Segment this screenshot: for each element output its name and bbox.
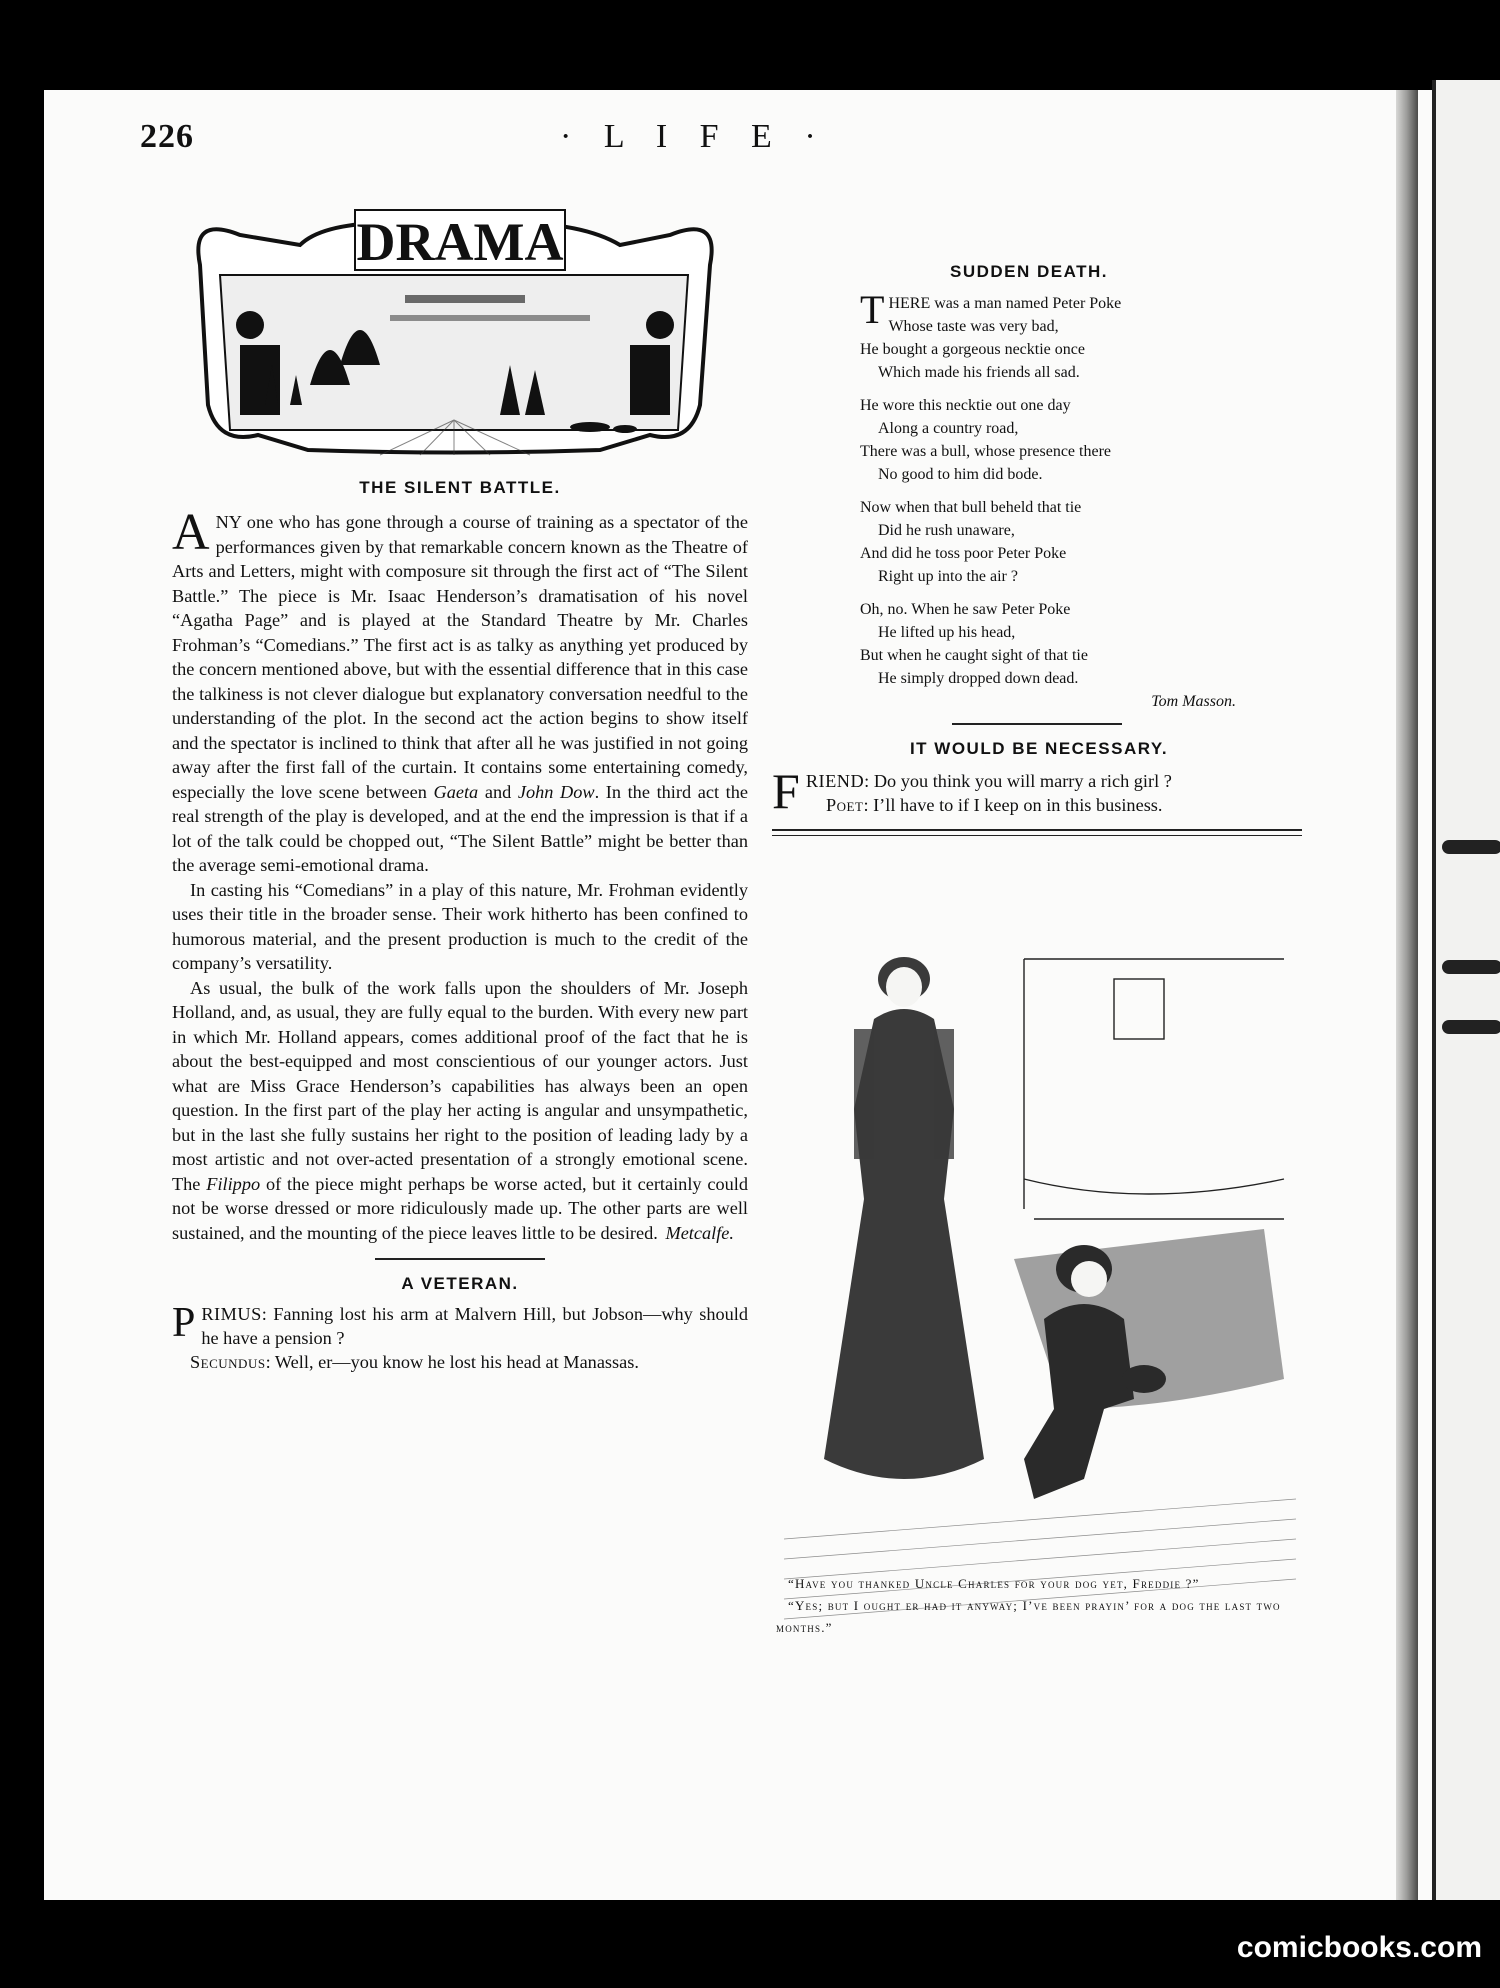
- character-name: John Dow: [517, 781, 595, 802]
- poem-line: But when he caught sight of that tie: [860, 647, 1088, 664]
- edge-mark: [1442, 960, 1500, 974]
- dialog-line: : I’ll have to if I keep on in this business.: [863, 795, 1163, 815]
- poem-line: He lifted up his head,: [878, 624, 1016, 641]
- section-heading-silent-battle: THE SILENT BATTLE.: [359, 478, 561, 497]
- paragraph-text: of the piece might perhaps be worse acted, but it certainly could not be worse dressed or more ridiculously made up. The other parts are well sustained, and the mounting of the piece leaves little to be desired.: [172, 1173, 749, 1243]
- edge-mark: [1442, 1020, 1500, 1034]
- drop-cap: T: [860, 287, 885, 332]
- article-paragraph: [172, 976, 748, 1246]
- veteran-dialog: [172, 1299, 748, 1350]
- paragraph-text: . In the third act the real strength of the play is developed, and at the end the impression is that if a lot of the talk could be chopped out, “The Silent Battle” might be better than the average semi-emotional drama.: [172, 781, 748, 875]
- poem-line: Did he rush unaware,: [878, 522, 1015, 539]
- section-heading-necessary: IT WOULD BE NECESSARY.: [909, 739, 1169, 758]
- poem-line: Along a country road,: [878, 420, 1019, 437]
- necessary-dialog: [772, 793, 1306, 817]
- poem-line: Now when that bull beheld that tie: [860, 499, 1082, 516]
- poem-stanza: [860, 287, 1306, 384]
- poem-line: No good to him did bode.: [878, 466, 1043, 483]
- edge-mark: [1442, 840, 1500, 854]
- poem-line: Whose taste was very bad,: [888, 318, 1059, 335]
- magazine-title: · L I F E ·: [560, 118, 828, 155]
- section-heading-sudden-death: SUDDEN DEATH.: [949, 262, 1109, 281]
- veteran-dialog: [172, 1350, 748, 1374]
- page-gutter: [1396, 90, 1418, 1900]
- poem-line: He wore this necktie out one day: [860, 397, 1071, 414]
- poem-line: He simply dropped down dead.: [878, 670, 1079, 687]
- character-name: Gaeta: [433, 781, 479, 802]
- poem-line: There was a bull, whose presence there: [860, 443, 1111, 460]
- poem-line: He bought a gorgeous necktie once: [860, 341, 1085, 358]
- drop-cap: A: [172, 504, 210, 561]
- drop-cap: P: [172, 1299, 196, 1346]
- page-header: [0, 118, 1396, 178]
- page-number: 226: [140, 118, 194, 155]
- right-column: [772, 200, 1306, 1639]
- dialog-line: : Do you think you will marry a rich girl ?: [864, 771, 1172, 791]
- character-name: Filippo: [206, 1173, 261, 1194]
- poem-line: And did he toss poor Peter Poke: [860, 545, 1067, 562]
- speaker-name: Poet: [826, 795, 864, 815]
- paragraph-text: and: [478, 781, 518, 802]
- poem-sudden-death: [772, 287, 1306, 713]
- section-heading-veteran: A VETERAN.: [401, 1273, 519, 1293]
- site-watermark: comicbooks.com: [1236, 1931, 1482, 1964]
- speaker-name: Secundus: [190, 1351, 266, 1372]
- drama-banner-title: DRAMA: [356, 212, 564, 272]
- caption-line: “Have you thanked Uncle Charles for your dog yet, Freddie ?”: [788, 1576, 1200, 1591]
- drama-banner-illustration: [180, 205, 728, 465]
- article-signature: Metcalfe.: [665, 1223, 734, 1243]
- poem-line-text: HERE was a man named Peter Poke: [888, 295, 1122, 312]
- speaker-name: RIMUS: [201, 1303, 262, 1324]
- section-divider: [375, 1258, 545, 1260]
- next-page-edge: [1432, 80, 1500, 1900]
- paragraph-text: NY one who has gone through a course of training as a spectator of the performances given by that remarkable concern known as the Theatre of Arts and Letters, might with composure sit through the first act of “The Silent Battle.” The piece is Mr. Isaac Henderson’s dramatisation of his novel “Agatha Page” and is played at the Standard Theatre by Mr. Charles Frohman’s “Comedians.” The first act is as talky as anything yet produced by the concern mentioned above, but with the essential difference that in this case the talkiness is not clever dialogue but explanatory conversation needful to the understanding of the plot. In the second act the action begins to show itself and the spectator is inclined to think that after all he was justified in not going away after the first fall of the curtain. It contains some entertaining comedy, especially the love scene between: [172, 512, 748, 802]
- paragraph-text: As usual, the bulk of the work falls upon the shoulders of Mr. Joseph Holland, and, as usual, they are fully equal to the burden. With every new part in which Mr. Holland appears, comes additional proof of the fact that he is about the best-equipped and most conscientious of our younger actors. Just what are Miss Grace Henderson’s capabilities has always been an open question. In the first part of the play her acting is angular and unsympathetic, but in the last she fully sustains her right to the position of leading lady by a most artistic and not over-acted presentation of a strongly emotional scene. The: [172, 977, 748, 1194]
- poem-stanza: [860, 598, 1306, 690]
- drop-cap: F: [772, 763, 800, 819]
- poem-line: Which made his friends all sad.: [878, 364, 1080, 381]
- caption-line: “Yes; but I ought er had it anyway; I’ve been prayin’ for a dog the last two months.”: [776, 1598, 1281, 1635]
- poem-stanza: [860, 394, 1306, 486]
- dialog-line: : Fanning lost his arm at Malvern Hill, but Jobson—why should he have a pension ?: [201, 1303, 748, 1348]
- dialog-line: : Well, er—you know he lost his head at Manassas.: [265, 1351, 639, 1372]
- article-paragraph: In casting his “Comedians” in a play of this nature, Mr. Frohman evidently uses their title in the broader sense. Their work hitherto has been confined to humorous material, and the present production is much to the credit of the company’s versatility.: [172, 879, 748, 973]
- poem-line: Oh, no. When he saw Peter Poke: [860, 601, 1071, 618]
- poem-line: Right up into the air ?: [878, 568, 1018, 585]
- poem-stanza: [860, 496, 1306, 588]
- poem-signature: Tom Masson.: [1151, 693, 1236, 710]
- section-divider: [952, 723, 1122, 725]
- article-paragraph: [172, 504, 748, 878]
- left-column: [172, 205, 748, 1374]
- speaker-name: RIEND: [805, 771, 865, 791]
- double-divider: [772, 829, 1302, 836]
